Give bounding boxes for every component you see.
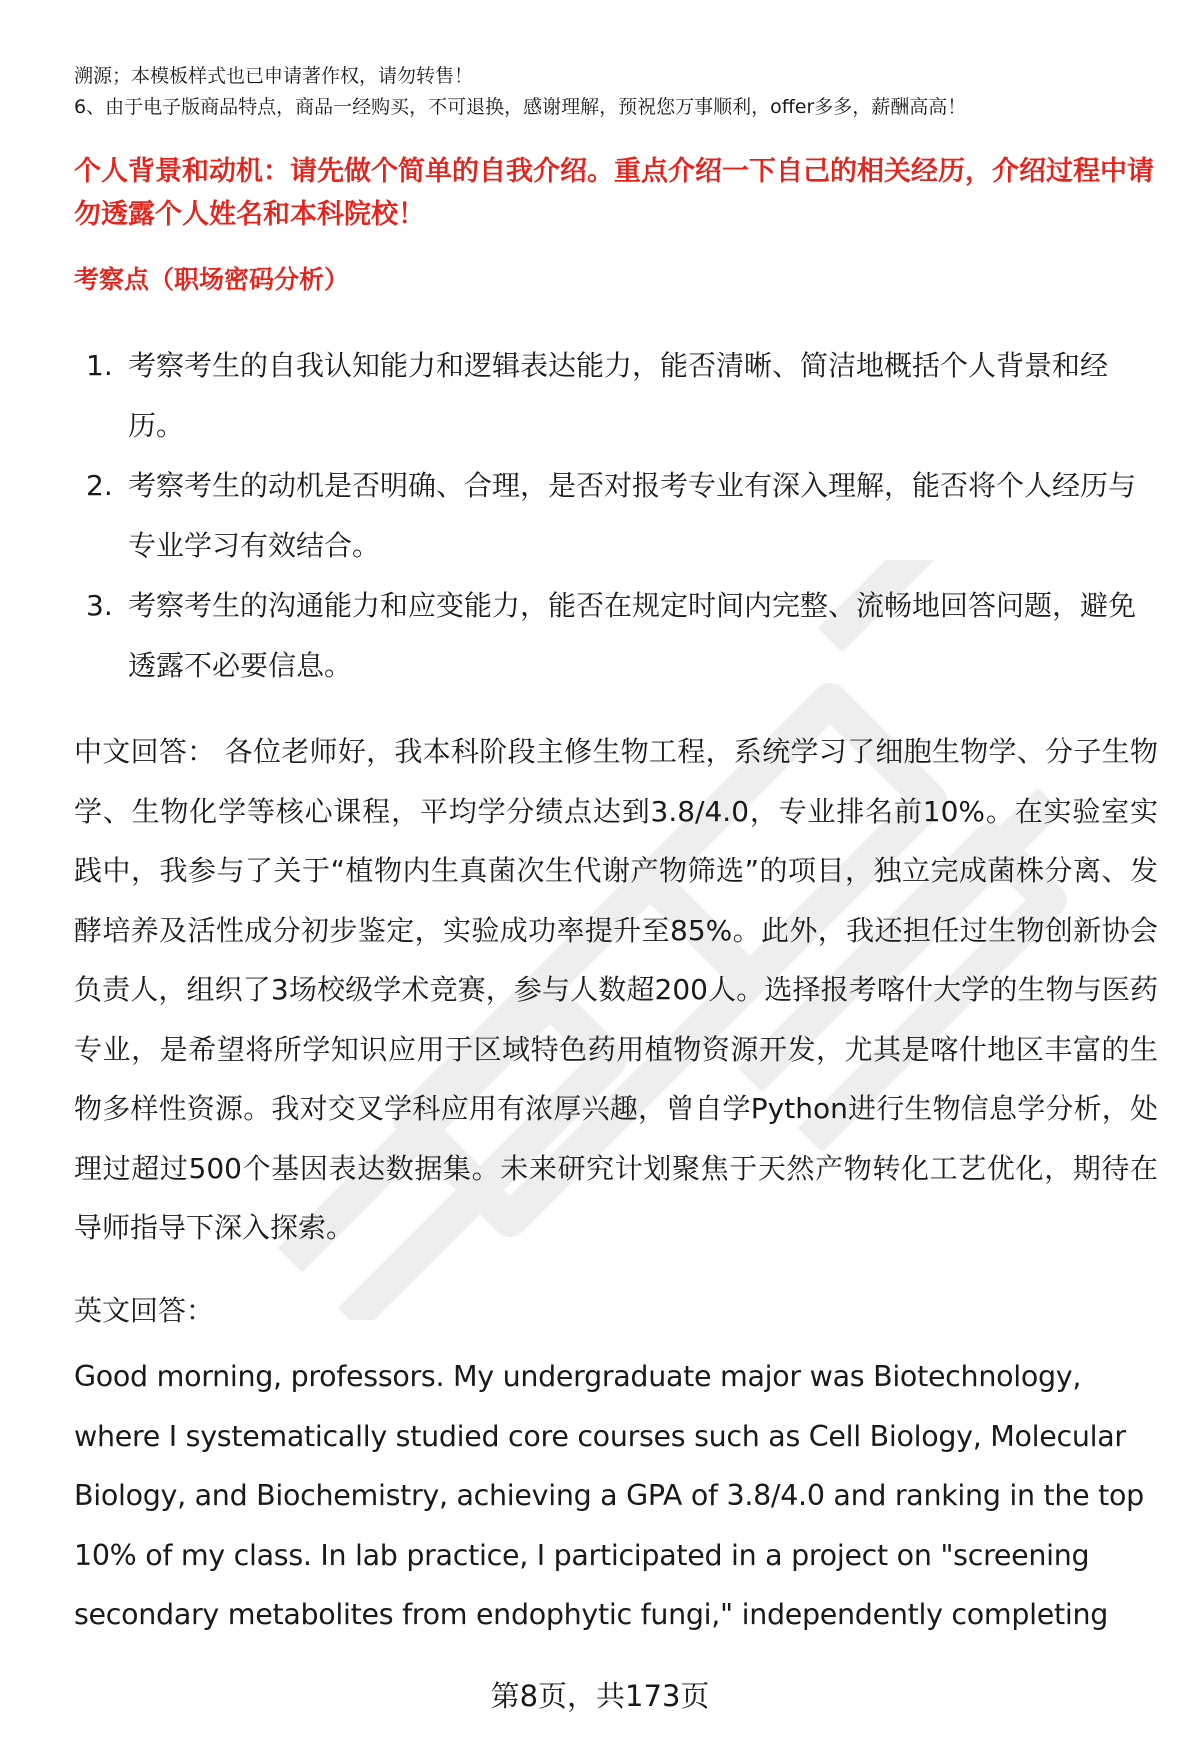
list-item-number: 1.: [86, 349, 113, 382]
assessment-points-heading: 考察点（职场密码分析）: [74, 265, 350, 294]
notice-line: 溯源；本模板样式也已申请著作权，请勿转售！: [74, 65, 474, 87]
list-item-text: 考察考生的动机是否明确、合理，是否对报考专业有深入理解，能否将个人经历与专业学习有效结合。: [128, 469, 1137, 562]
list-item: [74, 456, 1154, 576]
interview-question: 个人背景和动机：请先做个简单的自我介绍。重点介绍一下自己的相关经历，介绍过程中请勿透露个人姓名和本科院校！: [74, 156, 1154, 230]
list-item-text: 考察考生的沟通能力和应变能力，能否在规定时间内完整、流畅地回答问题，避免透露不必要信息。: [128, 589, 1137, 682]
list-item-text: 考察考生的自我认知能力和逻辑表达能力，能否清晰、简洁地概括个人背景和经历。: [128, 349, 1109, 442]
page-number: 第8页，共173页: [490, 1679, 710, 1713]
english-answer-label: 英文回答：: [74, 1294, 215, 1327]
list-item: [74, 576, 1154, 696]
list-item-number: 3.: [86, 589, 113, 622]
notice-line: 6、由于电子版商品特点，商品一经购买，不可退换，感谢理解，预祝您万事顺利，offer多多，薪酬高高！: [74, 96, 967, 118]
english-answer: Good morning, professors. My undergraduate major was Biotechnology, where I systematically studied core courses such as Cell Biology, Molecular Biology, and Biochemistry, achieving a GPA of 3.8/4.0 and ranking in the top 10% of my class. In lab practice, I participated in a project on "screening secondary metabolites from endophytic fungi," independently completing: [74, 1360, 1144, 1631]
list-item-number: 2.: [86, 469, 113, 502]
list-item: [74, 336, 1154, 456]
chinese-answer: 中文回答： 各位老师好，我本科阶段主修生物工程，系统学习了细胞生物学、分子生物学、生物化学等核心课程，平均学分绩点达到3.8/4.0，专业排名前10%。在实验室实践中，我参与了关于“植物内生真菌次生代谢产物筛选”的项目，独立完成菌株分离、发酵培养及活性成分初步鉴定，实验成功率提升至85%。此外，我还担任过生物创新协会负责人，组织了3场校级学术竞赛，参与人数超200人。选择报考喀什大学的生物与医药专业，是希望将所学知识应用于区域特色药用植物资源开发，尤其是喀什地区丰富的生物多样性资源。我对交叉学科应用有浓厚兴趣，曾自学Python进行生物信息学分析，处理过超过500个基因表达数据集。未来研究计划聚焦于天然产物转化工艺优化，期待在导师指导下深入探索。: [74, 735, 1158, 1244]
assessment-points-list: [74, 336, 1154, 696]
